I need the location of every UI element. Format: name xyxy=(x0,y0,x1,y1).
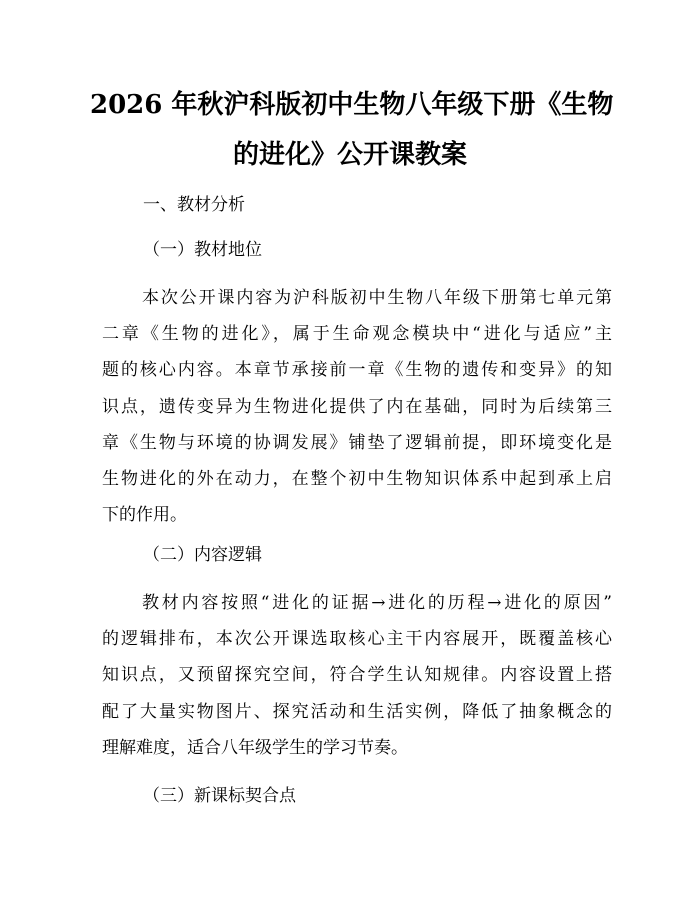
paragraph-line: 生物进化的外在动力，在整个初中生物知识体系中起到承上启 xyxy=(102,469,612,490)
section-heading: 一、教材分析 xyxy=(143,195,245,215)
paragraph-textbook-position xyxy=(102,280,612,533)
paragraph-line: 题的核心内容。本章节承接前一章《生物的遗传和变异》的知 xyxy=(102,360,612,381)
subsection-heading: （二）内容逻辑 xyxy=(143,545,262,565)
paragraph-line: 理解难度，适合八年级学生的学习节奏。 xyxy=(102,737,408,758)
paragraph-line: 教材内容按照“进化的证据→进化的历程→进化的原因” xyxy=(142,593,612,613)
subsection-heading: （三）新课标契合点 xyxy=(143,786,296,806)
paragraph-content-logic xyxy=(102,585,612,766)
paragraph-line: 本次公开课内容为沪科版初中生物八年级下册第七单元第 xyxy=(142,288,612,308)
title-line: 2026 年秋沪科版初中生物八年级下册《生物 xyxy=(90,90,614,120)
document-title xyxy=(90,80,614,180)
paragraph-line: 下的作用。 xyxy=(102,505,187,526)
paragraph-line: 知识点，又预留探究空间，符合学生认知规律。内容设置上搭 xyxy=(102,665,612,686)
paragraph-line: 章《生物与环境的协调发展》铺垫了逻辑前提，即环境变化是 xyxy=(102,432,612,453)
paragraph-line: 的逻辑排布，本次公开课选取核心主干内容展开，既覆盖核心 xyxy=(102,629,612,650)
paragraph-line: 二章《生物的进化》，属于生命观念模块中“进化与适应”主 xyxy=(102,324,612,345)
title-line: 的进化》公开课教案 xyxy=(232,140,467,170)
paragraph-line: 识点，遗传变异为生物进化提供了内在基础，同时为后续第三 xyxy=(102,396,612,417)
subsection-heading: （一）教材地位 xyxy=(143,240,262,260)
paragraph-line: 配了大量实物图片、探究活动和生活实例，降低了抽象概念的 xyxy=(102,701,612,722)
